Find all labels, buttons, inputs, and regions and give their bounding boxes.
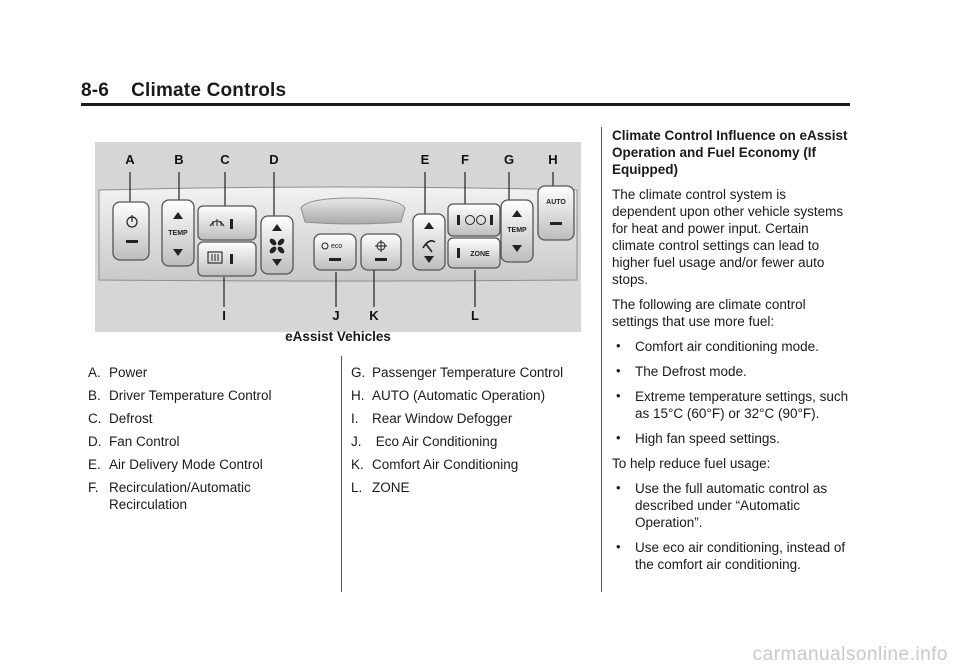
zone-button	[448, 238, 500, 268]
header-rule	[81, 103, 850, 106]
item-letter: D.	[88, 434, 102, 449]
bullet-icon: •	[616, 388, 621, 403]
figure-caption: eAssist Vehicles	[285, 329, 391, 344]
display-window	[301, 198, 405, 224]
item-text: Rear Window Defogger	[372, 411, 513, 426]
bullet-icon: •	[616, 430, 621, 445]
callout-j: J	[332, 308, 340, 323]
item-letter: H.	[351, 388, 365, 403]
eco-label: eco	[331, 243, 343, 250]
callout-l: L	[471, 308, 479, 323]
item-text: Air Delivery Mode Control	[109, 457, 263, 472]
paragraph: The climate control system is dependent upon other vehicle systems for heat and power input. Certain climate control settings can lead to higher fuel usage and/or fewer auto stops.	[612, 187, 844, 287]
callout-f: F	[461, 152, 469, 167]
page-header	[81, 80, 286, 102]
rear-defog-button	[198, 242, 256, 276]
callout-a: A	[125, 152, 135, 167]
bullet-text: High fan speed settings.	[635, 431, 780, 446]
callout-g: G	[503, 152, 515, 167]
driver-temp-rocker	[162, 200, 194, 266]
comfort-ac-button	[361, 234, 401, 270]
item-letter: G.	[351, 365, 366, 380]
recirculation-button	[448, 204, 500, 236]
legend-right	[351, 364, 591, 502]
callout-b: B	[174, 152, 184, 167]
item-text: ZONE	[372, 480, 410, 495]
item-text: Eco Air Conditioning	[372, 434, 498, 449]
list-item	[351, 410, 591, 427]
defrost-button	[198, 206, 256, 240]
list-item	[88, 364, 328, 381]
item-text: Passenger Temperature Control	[372, 365, 564, 380]
item-letter: A.	[88, 365, 101, 380]
bullet-icon: •	[616, 338, 621, 353]
item-letter: E.	[88, 457, 101, 472]
item-letter: I.	[351, 411, 359, 426]
bullet-item	[612, 430, 852, 447]
zone-label: ZONE	[470, 251, 490, 258]
eassist-section	[612, 127, 852, 581]
section-heading: Climate Control Influence on eAssist Operation and Fuel Economy (If Equipped)	[612, 128, 848, 177]
list-item	[351, 456, 591, 473]
callout-c: C	[220, 152, 230, 167]
list-item	[88, 433, 328, 450]
item-letter: J.	[351, 434, 362, 449]
section-title: Climate Controls	[131, 80, 287, 101]
list-item	[351, 433, 591, 450]
item-letter: F.	[88, 480, 99, 495]
temp-label-passenger: TEMP	[507, 227, 527, 234]
bullet-item	[612, 539, 852, 573]
air-mode-rocker	[413, 214, 445, 270]
paragraph: To help reduce fuel usage:	[612, 456, 771, 471]
bullet-text: Use the full automatic control as described under “Automatic Operation”.	[635, 481, 828, 530]
auto-button	[538, 186, 574, 240]
item-text: Fan Control	[109, 434, 180, 449]
bullet-icon: •	[616, 363, 621, 378]
bullet-text: The Defrost mode.	[635, 364, 747, 379]
column-divider	[341, 356, 342, 592]
legend-left	[88, 364, 328, 519]
fan-rocker	[261, 216, 293, 274]
climate-panel-illustration	[95, 142, 581, 332]
list-item	[88, 456, 328, 473]
bullet-text: Use eco air conditioning, instead of the comfort air conditioning.	[635, 540, 846, 572]
item-letter: C.	[88, 411, 102, 426]
callout-e: E	[420, 152, 430, 167]
list-item	[351, 479, 591, 496]
bullet-text: Comfort air conditioning mode.	[635, 339, 819, 354]
section-number: 8-6	[81, 80, 110, 101]
item-letter: B.	[88, 388, 101, 403]
callout-i: I	[222, 308, 226, 323]
item-letter: K.	[351, 457, 364, 472]
passenger-temp-rocker	[501, 200, 533, 262]
item-text: Defrost	[109, 411, 153, 426]
list-item	[351, 364, 591, 381]
bullet-item	[612, 480, 852, 531]
bullet-icon: •	[616, 480, 621, 495]
list-item	[351, 387, 591, 404]
item-letter: L.	[351, 480, 363, 495]
callout-h: H	[548, 152, 558, 167]
list-item	[88, 479, 328, 513]
item-text: Comfort Air Conditioning	[372, 457, 519, 472]
callout-k: K	[369, 308, 379, 323]
bullet-item	[612, 338, 852, 355]
watermark: carmanualsonline.info	[752, 644, 948, 665]
list-item	[88, 410, 328, 427]
power-button	[113, 202, 149, 260]
list-item	[88, 387, 328, 404]
item-text: Recirculation/Automatic Recirculation	[109, 480, 251, 512]
item-text: AUTO (Automatic Operation)	[372, 388, 546, 403]
eco-ac-button	[314, 234, 356, 270]
bullet-item	[612, 363, 852, 380]
item-text: Power	[109, 365, 148, 380]
temp-label-driver: TEMP	[168, 230, 188, 237]
paragraph: The following are climate control settings that use more fuel:	[612, 297, 806, 329]
bullet-item	[612, 388, 852, 422]
bullet-text: Extreme temperature settings, such as 15°C (60°F) or 32°C (90°F).	[635, 389, 849, 421]
auto-label: AUTO	[546, 199, 566, 206]
column-divider	[601, 127, 602, 592]
bullet-icon: •	[616, 539, 621, 554]
callout-d: D	[269, 152, 279, 167]
item-text: Driver Temperature Control	[109, 388, 272, 403]
